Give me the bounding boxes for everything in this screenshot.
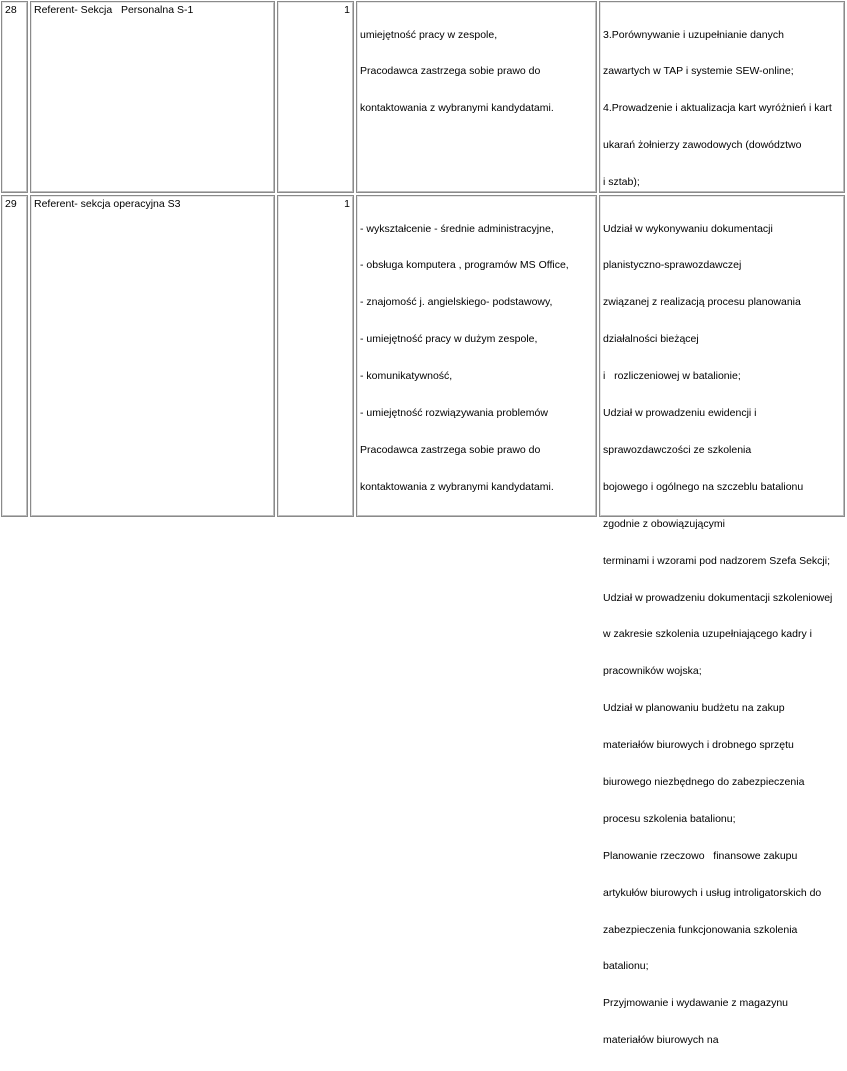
duty-line: Przyjmowanie i wydawanie z magazynu [603, 997, 788, 1010]
duty-line: procesu szkolenia batalionu; [603, 812, 736, 825]
requirement-line: - wykształcenie - średnie administracyjne, [360, 222, 554, 235]
row-29-position-cell [30, 195, 275, 517]
duty-line: w zakresie szkolenia uzupełniającego kadry i [603, 628, 812, 641]
duty-line: 4.Prowadzenie i aktualizacja kart wyróżnień i kart [603, 102, 832, 115]
row-29-count-cell [277, 195, 354, 517]
requirements-list [357, 196, 596, 516]
row-29-requirements-cell [356, 195, 597, 517]
position-title: Referent- sekcja operacyjna S3 [31, 196, 274, 516]
row-28-duties-cell [599, 1, 845, 193]
duties-list [600, 2, 844, 192]
duties-list [600, 196, 844, 1047]
duty-line: i sztab); [603, 176, 640, 189]
duty-line: terminami i wzorami pod nadzorem Szefa Sekcji; [603, 554, 831, 567]
duty-line: zabezpieczenia funkcjonowania szkolenia [603, 923, 798, 936]
duty-line: bojowego i ogólnego na szczeblu batalionu [603, 480, 804, 493]
duty-line: związanej z realizacją procesu planowania [603, 296, 801, 309]
duty-line: ukarań żołnierzy zawodowych (dowództwo [603, 139, 802, 152]
duty-line: Udział w planowaniu budżetu na zakup [603, 702, 785, 715]
requirement-line: - umiejętność pracy w dużym zespole, [360, 333, 538, 346]
duty-line: zgodnie z obowiązującymi [603, 517, 725, 530]
requirement-line: - komunikatywność, [360, 370, 453, 383]
requirement-line: Pracodawca zastrzega sobie prawo do [360, 65, 541, 78]
duty-line: zawartych w TAP i systemie SEW-online; [603, 65, 794, 78]
duty-line: biurowego niezbędnego do zabezpieczenia [603, 775, 805, 788]
requirements-list [357, 2, 596, 192]
row-28-count-cell [277, 1, 354, 193]
requirement-line: Pracodawca zastrzega sobie prawo do [360, 443, 541, 456]
row-28-lp-cell [1, 1, 28, 193]
position-count: 1 [278, 2, 353, 192]
duty-line: artykułów biurowych i usług introligatorskich do [603, 886, 822, 899]
duty-line: i rozliczeniowej w batalionie; [603, 370, 741, 383]
duty-line: 3.Porównywanie i uzupełnianie danych [603, 28, 784, 41]
requirement-line: - znajomość j. angielskiego- podstawowy, [360, 296, 553, 309]
duty-line: Udział w prowadzeniu ewidencji i [603, 407, 757, 420]
row-29-duties-cell [599, 195, 845, 1047]
row-lp: 28 [2, 2, 27, 192]
duty-line: materiałów biurowych i drobnego sprzętu [603, 739, 794, 752]
requirement-line: kontaktowania z wybranymi kandydatami. [360, 480, 554, 493]
duty-line: materiałów biurowych na [603, 1034, 719, 1047]
duty-line: planistyczno-sprawozdawczej [603, 259, 742, 272]
position-count: 1 [278, 196, 353, 516]
duty-line: działalności bieżącej [603, 333, 699, 346]
row-28-position-cell [30, 1, 275, 193]
row-lp: 29 [2, 196, 27, 516]
duty-line: Planowanie rzeczowo finansowe zakupu [603, 849, 798, 862]
row-29-lp-cell [1, 195, 28, 517]
duty-line: batalionu; [603, 960, 649, 973]
duty-line: Udział w prowadzeniu dokumentacji szkoleniowej [603, 591, 833, 604]
duty-line: sprawozdawczości ze szkolenia [603, 443, 752, 456]
duty-line: pracowników wojska; [603, 665, 702, 678]
requirement-line: - umiejętność rozwiązywania problemów [360, 407, 548, 420]
requirement-line: kontaktowania z wybranymi kandydatami. [360, 102, 554, 115]
row-28-requirements-cell [356, 1, 597, 193]
requirement-line: - obsługa komputera , programów MS Office, [360, 259, 569, 272]
position-title: Referent- Sekcja Personalna S-1 [31, 2, 274, 192]
requirement-line: umiejętność pracy w zespole, [360, 28, 498, 41]
duty-line: Udział w wykonywaniu dokumentacji [603, 222, 773, 235]
